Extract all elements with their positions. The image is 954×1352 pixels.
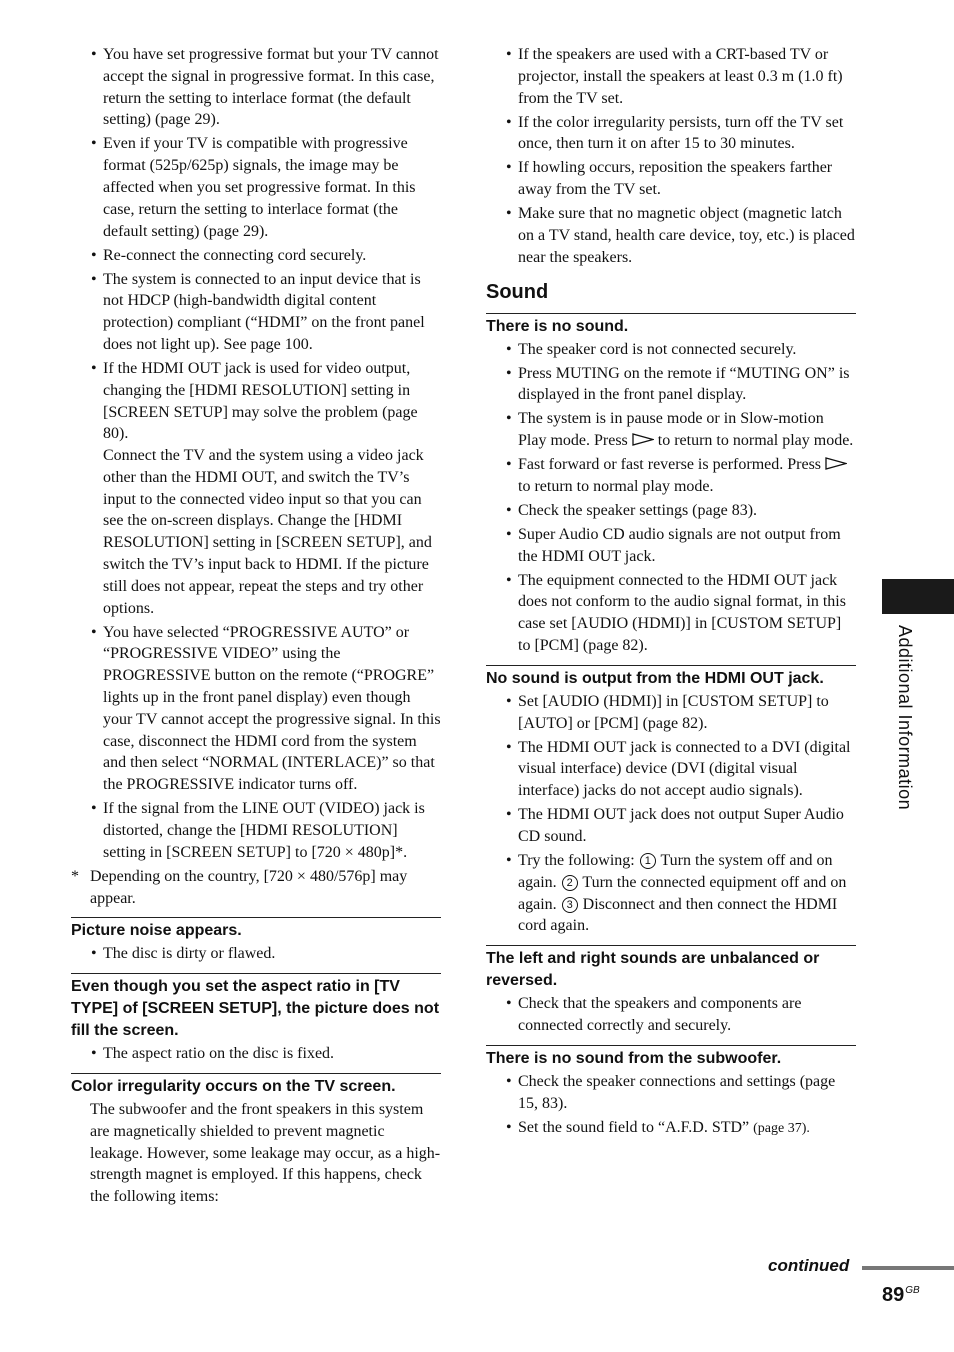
list-item: • If the color irregularity persists, turn off the TV set once, then turn it on after 15 to 30 minutes. (486, 112, 856, 156)
list-item (486, 1117, 856, 1140)
chapter-label-text: Additional Information (895, 625, 915, 811)
text: Set the sound field to “A.F.D. STD” (518, 1118, 750, 1136)
list-item: • Super Audio CD audio signals are not output from the HDMI OUT jack. (486, 524, 856, 568)
list-item: • The speaker cord is not connected securely. (486, 339, 856, 361)
chapter-tab-marker (882, 579, 954, 614)
play-icon (632, 433, 654, 446)
footnote-marker: * (71, 867, 79, 885)
list-item (486, 850, 856, 937)
section-title-sound: Sound (486, 280, 549, 303)
continued-rule (862, 1266, 954, 1270)
topic-heading: There is no sound. (486, 317, 629, 335)
page-reference: (page 37). (753, 1120, 810, 1136)
topic-hdmi-no-sound (486, 665, 856, 937)
step-2-number-icon: 2 (562, 875, 578, 891)
chapter-side-label (885, 625, 925, 855)
footnote-text: Depending on the country, [720 × 480/576p] may appear. (90, 867, 408, 907)
list-item: • You have selected “PROGRESSIVE AUTO” or “PROGRESSIVE VIDEO” using the PROGRESSIVE button on the remote (“PROGRE” lights up in the front panel display) even though your TV cannot accept the progressive signal. In this case, disconnect the HDMI cord from the system and then select “NORMAL (INTERLACE)” so that the PROGRESSIVE indicator turns off. (71, 622, 441, 796)
topic-no-sound (486, 313, 856, 657)
topic-heading: Picture noise appears. (71, 922, 242, 940)
hdmi-paragraph-1: • If the HDMI OUT jack is used for video output, changing the [HDMI RESOLUTION] setting in [SCREEN SETUP] may solve the problem (page 80). (103, 359, 418, 443)
topic-heading: There is no sound from the subwoofer. (486, 1049, 782, 1067)
color-bullet-list (486, 44, 856, 269)
text: Turn the connected equipment off and on again. (518, 873, 847, 913)
page-number (882, 1284, 920, 1307)
topic-aspect-ratio (71, 973, 441, 1065)
page-number-suffix: GB (905, 1285, 920, 1296)
list-item: • If the speakers are used with a CRT-based TV or projector, install the speakers at least 0.3 m (1.0 ft) from the TV set. (486, 44, 856, 109)
list-item: • Set [AUDIO (HDMI)] in [CUSTOM SETUP] to [AUTO] or [PCM] (page 82). (486, 691, 856, 735)
list-item: • The aspect ratio on the disc is fixed. (71, 1043, 441, 1065)
page-number-value: 89 (882, 1284, 905, 1306)
text: Turn the system off and on again. (518, 851, 833, 891)
text: Fast forward or fast reverse is performed. Press (518, 456, 822, 474)
play-icon (825, 457, 847, 470)
step-1-number-icon: 1 (640, 853, 656, 869)
list-item: • Even if your TV is compatible with progressive format (525p/625p) signals, the image may be affected when you set progressive format. In this case, return the setting to interlace format (the default setting) (page 29). (71, 133, 441, 242)
topic-picture-noise (71, 917, 441, 965)
list-item: • Check the speaker connections and settings (page 15, 83). (486, 1071, 856, 1115)
text: to return to normal play mode. (518, 477, 714, 495)
list-item: • Check the speaker settings (page 83). (486, 500, 856, 522)
list-item: • The disc is dirty or flawed. (71, 943, 441, 965)
topic-subwoofer (486, 1045, 856, 1140)
continued-label: continued (768, 1256, 850, 1275)
list-item: • Make sure that no magnetic object (magnetic latch on a TV stand, health care device, toy, etc.) is placed near the speakers. (486, 203, 856, 268)
topic-color-irregularity (71, 1073, 441, 1208)
text: Try the following: (518, 851, 635, 869)
list-item-hdmi (71, 358, 441, 620)
topic-heading: The left and right sounds are unbalanced or reversed. (486, 950, 820, 990)
list-item: • If the signal from the LINE OUT (VIDEO) jack is distorted, change the [HDMI RESOLUTION] setting in [SCREEN SETUP] to [720 × 480p]*. (71, 798, 441, 863)
list-item: • You have set progressive format but your TV cannot accept the signal in progressive format. In this case, return the setting to interlace format (the default setting) (page 29). (71, 44, 441, 131)
intro-bullet-list (71, 44, 441, 864)
hdmi-paragraph-2: Connect the TV and the system using a video jack other than the HDMI OUT, and switch the TV’s input to the connected video input so that you can see the on-screen displays. Change the [HDMI RESOLUTION] setting in [SCREEN SETUP], and switch the TV’s input back to HDMI. If the picture still does not appear, repeat the steps and try other options. (103, 447, 432, 617)
text: to return to normal play mode. (657, 432, 854, 450)
topic-heading: No sound is output from the HDMI OUT jack. (486, 669, 824, 687)
list-item: • The HDMI OUT jack is connected to a DVI (digital visual interface) device (DVI (digital visual interface) jacks do not accept audio signals). (486, 737, 856, 802)
step-3-number-icon: 3 (562, 897, 578, 913)
topic-body: The subwoofer and the front speakers in this system are magnetically shielded to prevent magnetic leakage. However, some leakage may occur, as a high-strength magnet is employed. If this happens, check the following items: (90, 1100, 441, 1206)
list-item: • Check that the speakers and components are connected correctly and securely. (486, 993, 856, 1037)
list-item: • Re-connect the connecting cord securely. (71, 245, 441, 267)
text: The system is in pause mode or in Slow-motion Play mode. Press (518, 410, 824, 450)
list-item (486, 408, 856, 452)
right-column (486, 44, 856, 1142)
list-item: • The equipment connected to the HDMI OUT jack does not conform to the audio signal format, in this case set [AUDIO (HDMI)] in [CUSTOM SETUP] to [PCM] (page 82). (486, 570, 856, 657)
list-item: • Press MUTING on the remote if “MUTING ON” is displayed in the front panel display. (486, 363, 856, 407)
list-item (486, 454, 856, 498)
list-item: • The HDMI OUT jack does not output Super Audio CD sound. (486, 804, 856, 848)
footnote (71, 866, 441, 910)
topic-heading: Color irregularity occurs on the TV screen. (71, 1077, 396, 1095)
topic-balance (486, 945, 856, 1037)
topic-heading: Even though you set the aspect ratio in [TV TYPE] of [SCREEN SETUP], the picture does not fill the screen. (71, 978, 440, 1040)
list-item: • If howling occurs, reposition the speakers farther away from the TV set. (486, 157, 856, 201)
list-item: • The system is connected to an input device that is not HDCP (high-bandwidth digital content protection) compliant (“HDMI” on the front panel does not light up). See page 100. (71, 269, 441, 356)
text: Disconnect and then connect the HDMI cord again. (518, 895, 838, 935)
left-column (71, 44, 441, 1208)
